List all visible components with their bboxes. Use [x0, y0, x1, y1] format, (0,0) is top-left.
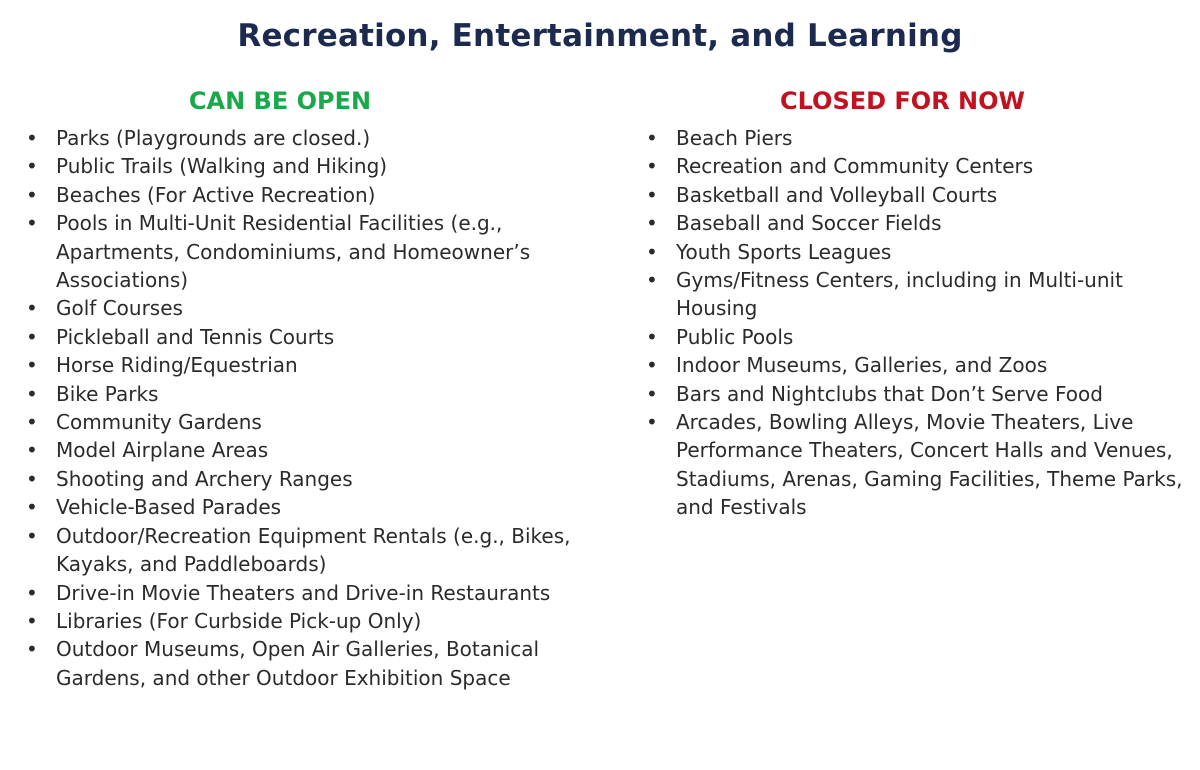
list-item-text: Bars and Nightclubs that Don’t Serve Food [676, 381, 1103, 406]
bullet-icon: • [26, 466, 38, 491]
can-be-open-list [20, 124, 580, 692]
list-item-text: Golf Courses [56, 296, 183, 321]
list-item-text: Parks (Playgrounds are closed.) [56, 126, 371, 150]
list-item-text: Horse Riding/Equestrian [56, 353, 298, 378]
list-item-text: Pools in Multi-Unit Residential Facilities (e.g., Apartments, Condominiums, and Homeowner’s Associations) [56, 211, 531, 293]
bullet-icon: • [26, 324, 38, 349]
list-item-text: Outdoor Museums, Open Air Galleries, Botanical Gardens, and other Outdoor Exhibition Space [56, 637, 540, 690]
list-item-text: Outdoor/Recreation Equipment Rentals (e.g., Bikes, Kayaks, and Paddleboards) [56, 523, 571, 577]
bullet-icon: • [646, 182, 658, 207]
list-item [20, 607, 580, 635]
bullet-icon: • [26, 211, 38, 236]
bullet-icon: • [26, 126, 38, 150]
closed-for-now-list [640, 124, 1185, 522]
bullet-icon: • [26, 637, 38, 662]
list-item-text: Community Gardens [56, 410, 262, 435]
list-item [640, 380, 1185, 408]
list-item [20, 465, 580, 493]
list-item-text: Pickleball and Tennis Courts [56, 324, 335, 349]
list-item-text: Drive-in Movie Theaters and Drive-in Restaurants [56, 580, 551, 605]
can-be-open-heading: CAN BE OPEN [188, 87, 372, 115]
bullet-icon: • [646, 324, 658, 349]
list-item-text: Vehicle-Based Parades [56, 495, 282, 520]
list-item [20, 181, 580, 209]
list-item-text: Gyms/Fitness Centers, including in Multi-unit Housing [676, 268, 1123, 321]
bullet-icon: • [646, 239, 658, 264]
list-item [20, 635, 580, 692]
list-item-text: Recreation and Community Centers [676, 154, 1034, 179]
bullet-icon: • [26, 353, 38, 378]
list-item [640, 238, 1185, 266]
bullet-icon: • [26, 182, 38, 207]
bullet-icon: • [646, 381, 658, 406]
list-item-text: Public Trails (Walking and Hiking) [56, 154, 388, 179]
bullet-icon: • [646, 268, 658, 293]
list-item [20, 152, 580, 180]
bullet-icon: • [26, 410, 38, 435]
list-item [20, 579, 580, 607]
list-item-text: Bike Parks [56, 381, 159, 406]
list-item [20, 209, 580, 294]
page-title: Recreation, Entertainment, and Learning [237, 18, 963, 54]
list-item-text: Indoor Museums, Galleries, and Zoos [676, 353, 1048, 378]
list-item [20, 436, 580, 464]
bullet-icon: • [26, 438, 38, 463]
list-item [640, 323, 1185, 351]
list-item [640, 266, 1185, 323]
bullet-icon: • [26, 296, 38, 321]
list-item-text: Beach Piers [676, 126, 793, 150]
bullet-icon: • [646, 154, 658, 179]
list-item [20, 323, 580, 351]
list-item [20, 380, 580, 408]
list-item-text: Libraries (For Curbside Pick-up Only) [56, 608, 422, 633]
list-item [640, 408, 1185, 522]
list-item-text: Public Pools [676, 324, 794, 349]
list-item-text: Youth Sports Leagues [676, 239, 892, 264]
bullet-icon: • [26, 608, 38, 633]
list-item [20, 522, 580, 579]
bullet-icon: • [26, 381, 38, 406]
list-item [20, 351, 580, 379]
bullet-icon: • [26, 523, 38, 548]
list-item-text: Arcades, Bowling Alleys, Movie Theaters, Live Performance Theaters, Concert Halls and Venues, Stadiums, Arenas, Gaming Facilities, Theme Parks, and Festivals [676, 410, 1183, 520]
list-item [20, 294, 580, 322]
bullet-icon: • [646, 211, 658, 236]
list-item [20, 124, 580, 152]
list-item [20, 493, 580, 521]
list-item-text: Baseball and Soccer Fields [676, 211, 942, 236]
closed-for-now-column [640, 84, 1185, 522]
closed-for-now-heading: CLOSED FOR NOW [779, 87, 1025, 115]
bullet-icon: • [646, 410, 658, 435]
list-item [640, 209, 1185, 237]
list-item-text: Basketball and Volleyball Courts [676, 182, 998, 207]
bullet-icon: • [646, 353, 658, 378]
list-item [640, 124, 1185, 152]
can-be-open-column [20, 84, 580, 692]
list-item [640, 152, 1185, 180]
list-item-text: Shooting and Archery Ranges [56, 466, 353, 491]
list-item-text: Model Airplane Areas [56, 438, 269, 463]
bullet-icon: • [26, 580, 38, 605]
list-item [20, 408, 580, 436]
list-item [640, 351, 1185, 379]
bullet-icon: • [646, 126, 658, 150]
bullet-icon: • [26, 495, 38, 520]
bullet-icon: • [26, 154, 38, 179]
list-item [640, 181, 1185, 209]
list-item-text: Beaches (For Active Recreation) [56, 182, 376, 207]
